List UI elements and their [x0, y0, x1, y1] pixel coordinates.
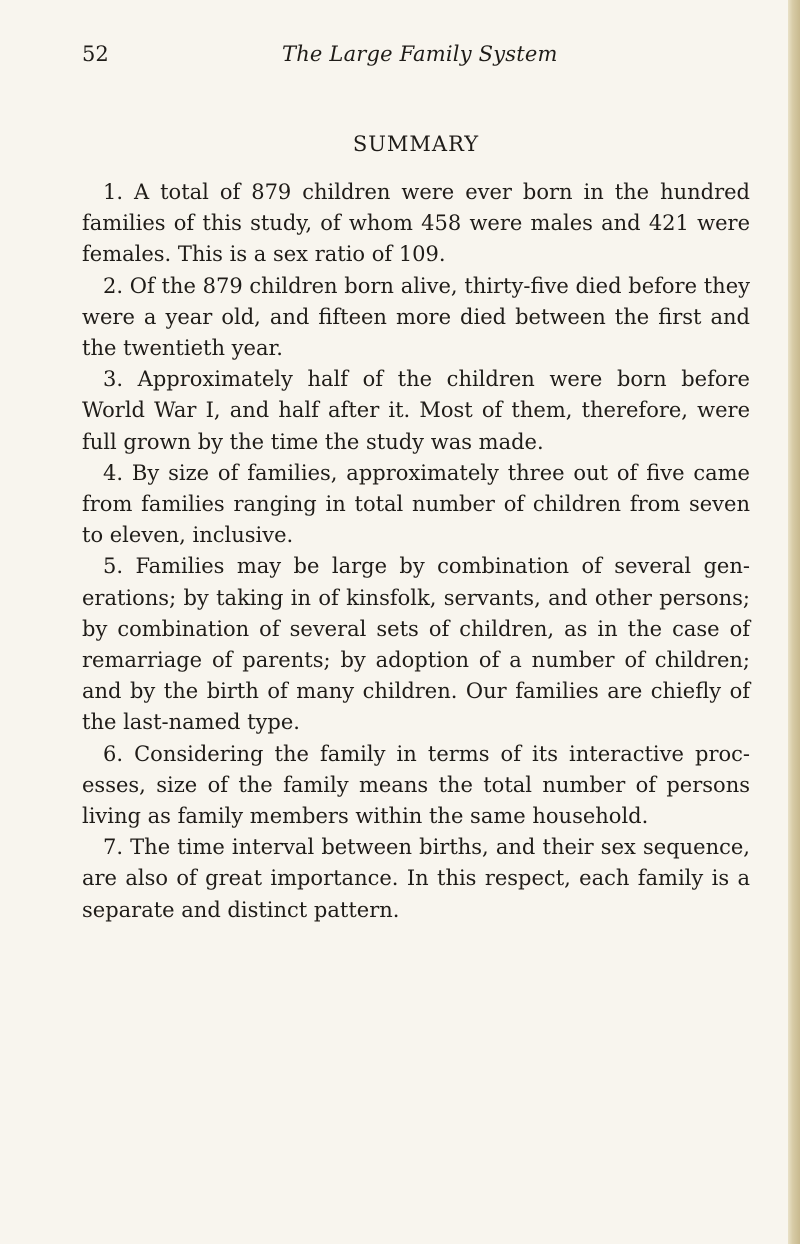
summary-item-7: 7. The time interval between births, and their sex sequence, are also of great importance. In this respect, each family is a separate and distinct pattern. [82, 835, 750, 922]
page-edge [788, 0, 800, 1244]
summary-item-3: 3. Approximately half of the children were born before World War I, and half after it. Most of them, therefore, were full grown by the time the study was made. [82, 367, 750, 454]
summary-item-6: 6. Considering the family in terms of its interactive processes, size of the family means the total number of persons living as family members within the same household. [82, 741, 750, 829]
summary-item-1: 1. A total of 879 children were ever born in the hundred families of this study, of whom 458 were males and 421 were females. This is a sex ratio of 109. [82, 180, 750, 267]
running-title: The Large Family System [282, 42, 558, 66]
page-number: 52 [82, 42, 109, 66]
summary-item-4: 4. By size of families, approximately three out of five came from families ranging in total number of children from seven to eleven, inclusive. [82, 460, 750, 548]
summary-item-5: 5. Families may be large by combination of several generations; by taking in of kinsfolk, servants, and other persons; by combination of several sets of children, as in the case of remarriage of parents; by adoption of a number of children; and by the birth of many children. Our families are chiefly of the last-named type. [82, 554, 750, 735]
summary-item-2: 2. Of the 879 children born alive, thirty-five died before they were a year old, and fifteen more died between the first and the twentieth year. [82, 273, 750, 361]
page-header [82, 42, 722, 82]
summary-section [82, 132, 750, 926]
section-title: SUMMARY [352, 132, 480, 156]
